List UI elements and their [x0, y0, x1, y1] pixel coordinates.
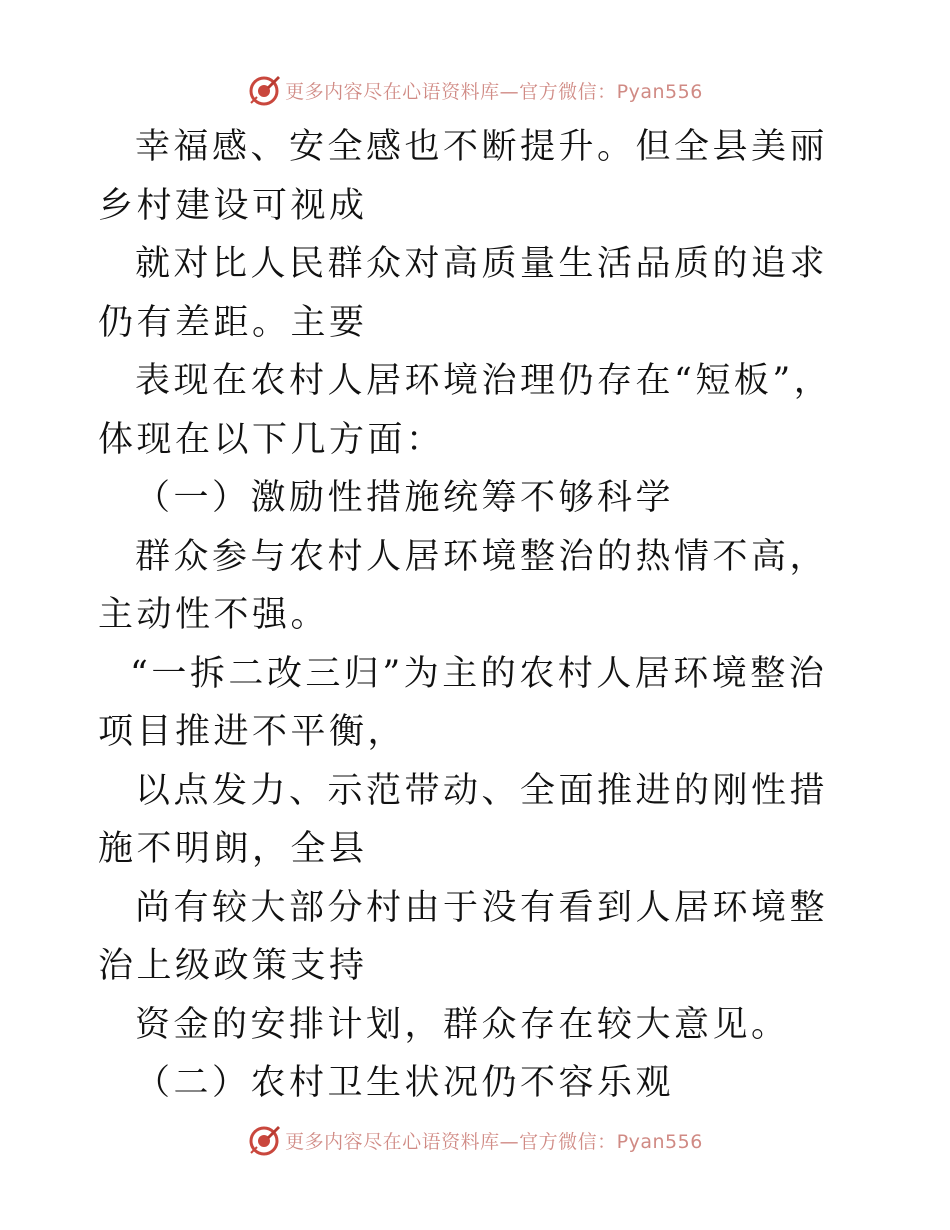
footer-watermark-banner: [0, 1120, 950, 1160]
pen-logo-icon: [247, 73, 281, 107]
watermark-text: 更多内容尽在心语资料库—官方微信：Pyan556: [285, 80, 703, 103]
section-heading: （二）农村卫生状况仍不容乐观: [135, 1063, 675, 1103]
paragraph: 表现在农村人居环境治理仍存在“短板”，体现在以下几方面：: [98, 361, 833, 460]
document-body: [98, 118, 858, 1113]
paragraph: 就对比人民群众对高质量生活品质的追求仍有差距。主要: [98, 244, 829, 343]
paragraph: 群众参与农村人居环境整治的热情不高，主动性不强。: [98, 536, 829, 635]
watermark-text: 更多内容尽在心语资料库—官方微信：Pyan556: [285, 1130, 703, 1153]
paragraph: 尚有较大部分村由于没有看到人居环境整治上级政策支持: [98, 887, 829, 986]
paragraph: “一拆二改三归”为主的农村人居环境整治项目推进不平衡，: [98, 653, 828, 752]
paragraph: 以点发力、示范带动、全面推进的刚性措施不明朗，全县: [98, 770, 829, 869]
paragraph: 资金的安排计划，群众存在较大意见。: [135, 1004, 790, 1045]
header-watermark-banner: [0, 70, 950, 110]
pen-logo-icon: [247, 1123, 281, 1157]
paragraph: 幸福感、安全感也不断提升。但全县美丽乡村建设可视成: [98, 127, 829, 226]
section-heading: （一）激励性措施统筹不够科学: [135, 478, 675, 518]
